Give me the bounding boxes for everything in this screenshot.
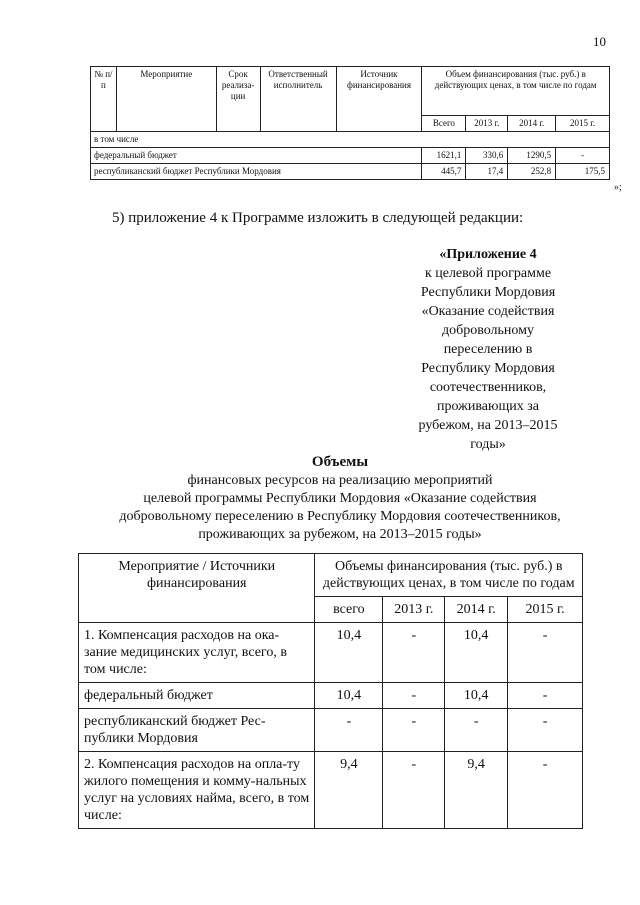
instruction-paragraph: 5) приложение 4 к Программе изложить в следующей редакции: (112, 210, 524, 226)
cell-2013: - (383, 709, 445, 752)
row-label: федеральный бюджет (91, 148, 422, 164)
appendix-title: «Приложение 4 (439, 247, 537, 262)
cell-total: 10,4 (315, 683, 383, 709)
appendix-line: добровольному (441, 323, 535, 338)
table-row (91, 164, 610, 180)
cell-2014: 1290,5 (508, 148, 556, 164)
document-title: Объемы (311, 454, 369, 470)
col-total-header: Всего (422, 116, 466, 132)
col-volume-header: Объем финансирования (тыс. руб.) в действующих ценах, в том числе по годам (422, 67, 610, 116)
cell-total: - (315, 709, 383, 752)
col-event-header: Мероприятие / Источники финансирования (79, 554, 315, 623)
cell-2013: 330,6 (466, 148, 508, 164)
col-2013-header: 2013 г. (466, 116, 508, 132)
row-label: республиканский бюджет Республики Мордовия (91, 164, 422, 180)
col-2014-header: 2014 г. (508, 116, 556, 132)
cell-2014: 9,4 (445, 752, 508, 829)
appendix-line: к целевой программе (424, 266, 552, 281)
col-num-header: № п/п (91, 67, 117, 132)
appendix-line: годы» (470, 437, 506, 452)
cell-2014: 10,4 (445, 623, 508, 683)
cell-2015: - (508, 623, 583, 683)
title-line: финансовых ресурсов на реализацию мероприятий (187, 473, 493, 488)
appendix-line: проживающих за (437, 399, 539, 414)
col-2015-header: 2015 г. (556, 116, 610, 132)
cell-2014: - (445, 709, 508, 752)
funding-table-continuation (90, 66, 610, 180)
cell-2013: - (383, 683, 445, 709)
page-number: 10 (593, 34, 606, 49)
row-label: 1. Компенсация расходов на ока-зание медицинских услуг, всего, в том числе: (79, 623, 315, 683)
table-row (79, 752, 583, 829)
title-line: целевой программы Республики Мордовия «Оказание содействия (143, 491, 537, 506)
col-2014-header: 2014 г. (445, 597, 508, 623)
appendix-line: «Оказание содействия (421, 304, 555, 319)
table-row (91, 148, 610, 164)
cell-2013: - (383, 623, 445, 683)
cell-total: 1621,1 (422, 148, 466, 164)
row-label: 2. Компенсация расходов на опла-ту жилого помещения и комму-нальных услуг на условиях найма, всего, в том числе: (79, 752, 315, 829)
cell-2014: 252,8 (508, 164, 556, 180)
appendix-line: переселению в (443, 342, 533, 357)
document-title-block (80, 453, 600, 544)
cell-2015: 175,5 (556, 164, 610, 180)
cell-2015: - (508, 683, 583, 709)
appendix-line: Республику Мордовия (421, 361, 555, 376)
appendix-heading (388, 245, 588, 454)
col-total-header: всего (315, 597, 383, 623)
cell-2015: - (556, 148, 610, 164)
cell-total: 9,4 (315, 752, 383, 829)
col-volume-header: Объемы финансирования (тыс. руб.) в действующих ценах, в том числе по годам (315, 554, 583, 597)
appendix-line: Республики Мордовия (420, 285, 556, 300)
table-row (91, 132, 610, 148)
row-label: федеральный бюджет (79, 683, 315, 709)
cell-total: 445,7 (422, 164, 466, 180)
cell-total: 10,4 (315, 623, 383, 683)
table-row (79, 683, 583, 709)
closing-quote: »; (614, 182, 622, 193)
table-row (79, 623, 583, 683)
cell-2013: 17,4 (466, 164, 508, 180)
table-row (79, 709, 583, 752)
cell-2013: - (383, 752, 445, 829)
title-line: проживающих за рубежом, на 2013–2015 годы» (198, 527, 482, 542)
col-2013-header: 2013 г. (383, 597, 445, 623)
col-term-header: Срок реализа-ции (216, 67, 260, 132)
row-label: республиканский бюджет Рес-публики Мордовия (79, 709, 315, 752)
row-label: в том числе (91, 132, 610, 148)
col-responsible-header: Ответственный исполнитель (260, 67, 336, 132)
appendix-line: соотечественников, (429, 380, 547, 395)
appendix-line: рубежом, на 2013–2015 (418, 418, 558, 433)
funding-volumes-table (78, 553, 583, 829)
col-source-header: Источник финансирования (336, 67, 422, 132)
cell-2015: - (508, 752, 583, 829)
cell-2014: 10,4 (445, 683, 508, 709)
col-2015-header: 2015 г. (508, 597, 583, 623)
title-line: добровольному переселению в Республику Мордовия соотечественников, (119, 509, 561, 524)
cell-2015: - (508, 709, 583, 752)
col-event-header: Мероприятие (116, 67, 216, 132)
